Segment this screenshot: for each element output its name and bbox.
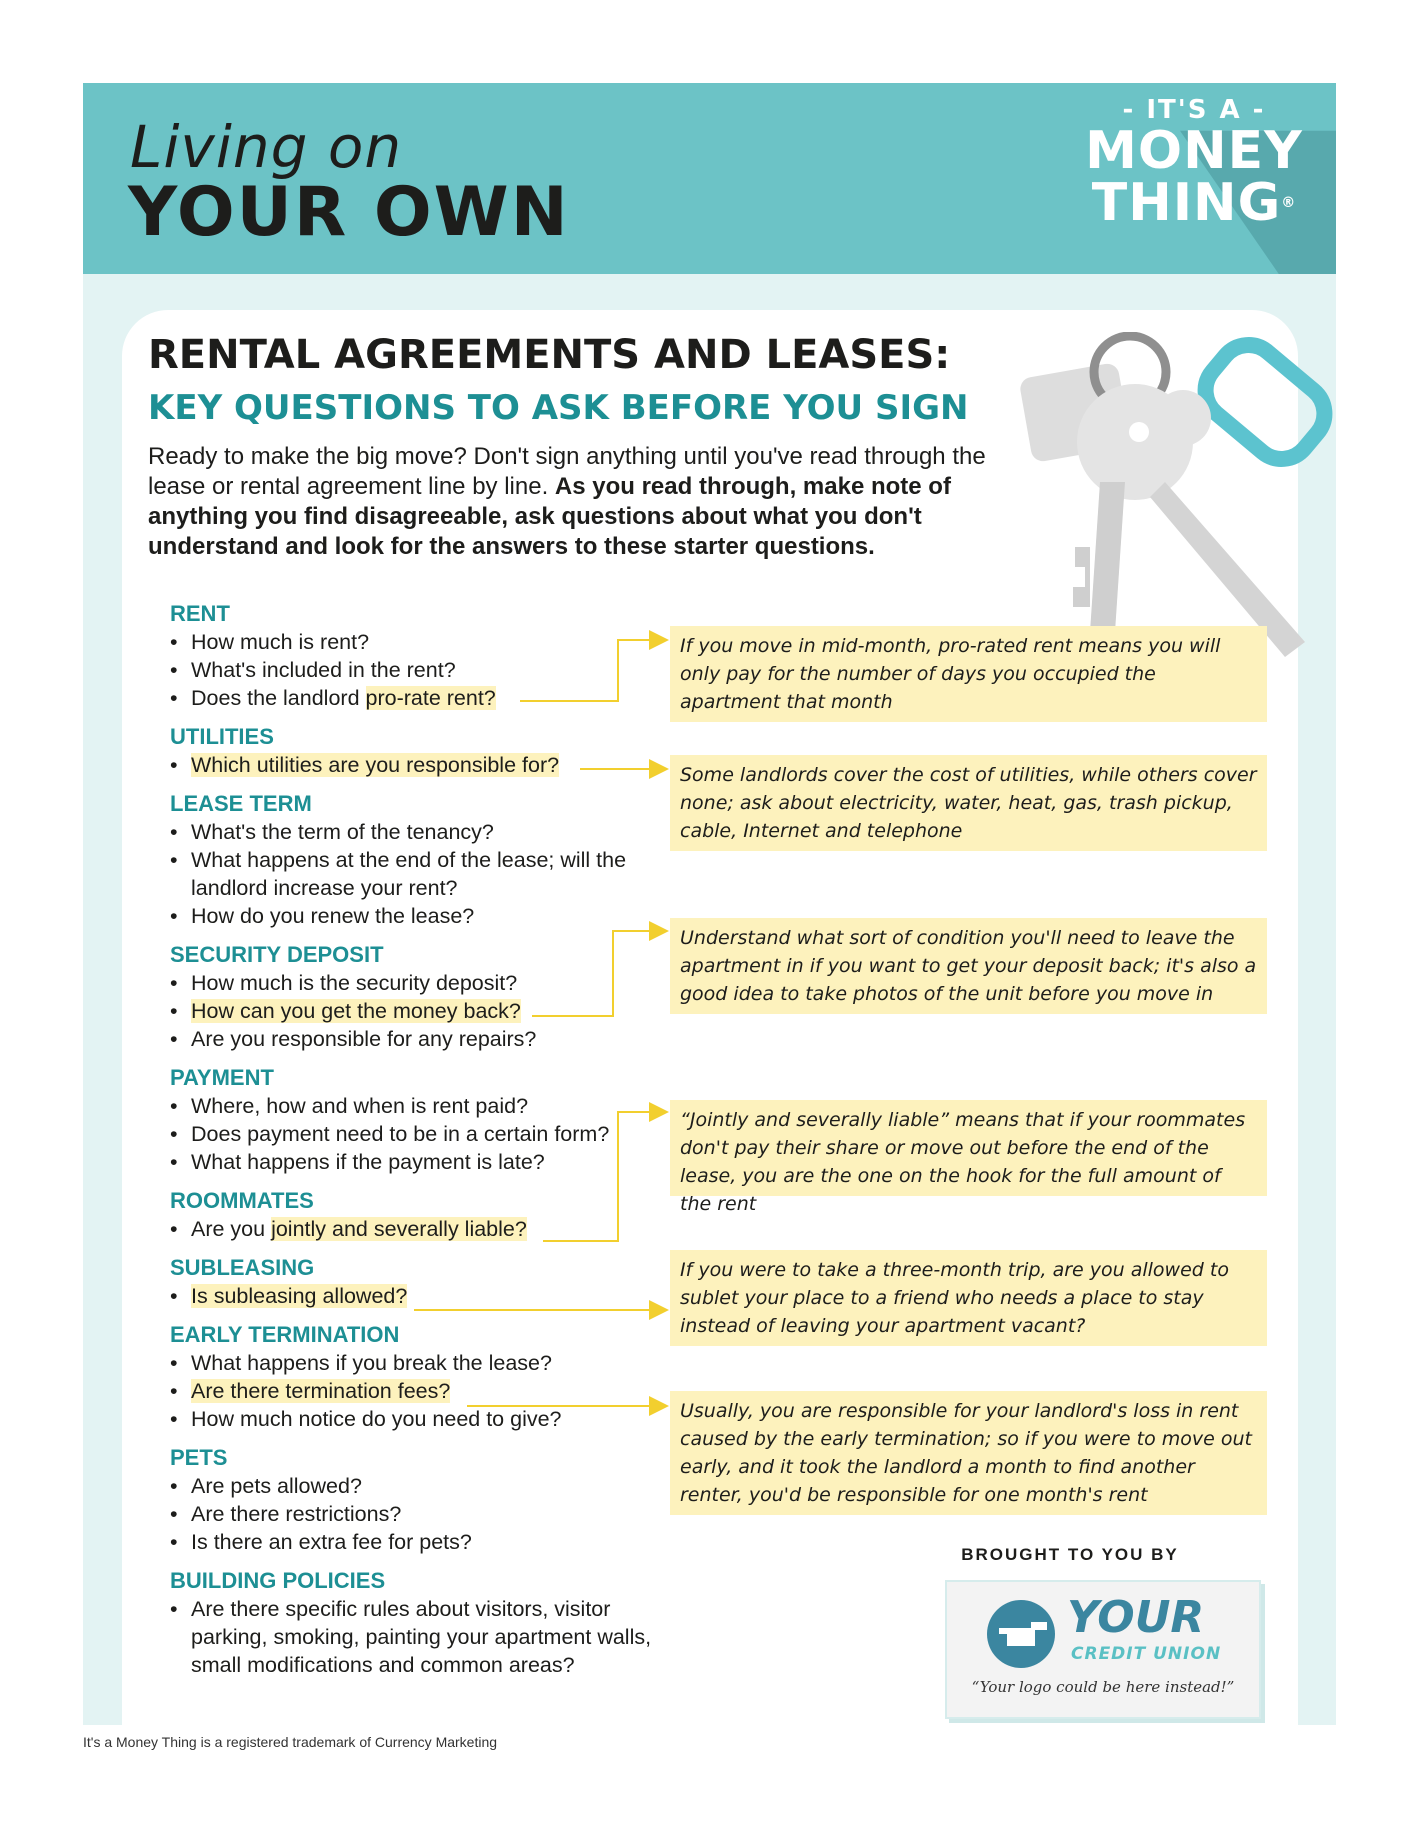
intro-bold: As you read through, make note of anything you find disagreeable, ask questions about what you don't understand and look for the answers to these starter questions. [148,473,951,560]
intro-plain: Ready to make the big move? Don't sign anything until you've read through the lease or rental agreement line by line. [148,443,986,500]
note-utilities: Some landlords cover the cost of utilities, while others cover none; ask about electricity, water, heat, gas, trash pickup, cable, Internet and telephone [670,755,1267,851]
brought-to-you-by: BROUGHT TO YOU BY [961,1545,1179,1564]
question-item [170,1282,670,1310]
section-roommates [170,1187,670,1243]
section-title: SUBLEASING [170,1255,315,1280]
question-list [170,969,670,1053]
question-text: Does the landlord [191,686,366,710]
question-list [170,1282,670,1310]
intro-paragraph [148,442,1028,562]
note-termination: Usually, you are responsible for your landlord's loss in rent caused by the early termination; so if you were to move out early, and it took the landlord a month to find another renter, you'd be responsible for one month's rent [670,1391,1267,1515]
section-pets [170,1444,670,1556]
highlighted-question: Are there termination fees? [191,1379,451,1403]
question-item: • Are there specific rules about visitors, visitor parking, smoking, painting your apartment walls, small modifications and common areas? [170,1595,670,1679]
logo-placeholder-note: “Your logo could be here instead!” [971,1678,1235,1696]
section-title: ROOMMATES [170,1188,314,1213]
question-item: • How much notice do you need to give? [170,1405,670,1433]
section-subleasing [170,1254,670,1310]
page-title: RENTAL AGREEMENTS AND LEASES: [148,332,951,378]
question-item: • How much is the security deposit? [170,969,670,997]
note-deposit: Understand what sort of condition you'll need to leave the apartment in if you want to get your deposit back; it's also a good idea to take photos of the unit before you move in [670,918,1267,1014]
credit-union-logo-box [945,1580,1261,1719]
pointing-hand-icon [985,1598,1057,1670]
question-list [170,1215,670,1243]
section-utilities [170,723,670,779]
question-list [170,1349,670,1433]
question-item: • What's the term of the tenancy? [170,818,670,846]
logo-line2: THING® [1091,173,1297,233]
question-item [170,997,670,1025]
trademark-footer: It's a Money Thing is a registered trademark of Currency Marketing [83,1734,498,1750]
question-list [170,1595,670,1679]
highlighted-question: Is subleasing allowed? [191,1284,408,1308]
note-rent: If you move in mid-month, pro-rated rent means you will only pay for the number of days you occupied the apartment that month [670,626,1267,722]
credit-union-text: CREDIT UNION [1071,1644,1222,1664]
section-security-deposit [170,941,670,1053]
question-list [170,751,670,779]
question-list [170,818,670,930]
question-item: • Are you responsible for any repairs? [170,1025,670,1053]
title-line2: YOUR OWN [128,173,570,252]
question-item: • Does payment need to be in a certain form? [170,1120,670,1148]
question-item: • Are pets allowed? [170,1472,670,1500]
question-item: • Where, how and when is rent paid? [170,1092,670,1120]
page-subtitle: KEY QUESTIONS TO ASK BEFORE YOU SIGN [148,388,969,428]
question-item: • What happens if you break the lease? [170,1349,670,1377]
section-payment [170,1064,670,1176]
logo-line1: MONEY [1085,121,1303,181]
question-item [170,1215,670,1243]
questions-list [170,600,670,1690]
question-item: • How much is rent? [170,628,670,656]
section-title: LEASE TERM [170,791,312,816]
highlighted-question: Which utilities are you responsible for? [191,753,560,777]
question-list [170,628,670,712]
question-item: • Is there an extra fee for pets? [170,1528,670,1556]
section-building-policies [170,1567,670,1679]
question-text: Are you [191,1217,272,1241]
section-title: PETS [170,1445,228,1470]
credit-union-your: YOUR [1067,1592,1205,1643]
question-item: • What happens if the payment is late? [170,1148,670,1176]
section-title: BUILDING POLICIES [170,1568,386,1593]
question-item [170,751,670,779]
question-item: • What's included in the rent? [170,656,670,684]
question-item: • What happens at the end of the lease; will the landlord increase your rent? [170,846,670,902]
logo-top: - IT'S A - [1122,95,1266,125]
section-rent [170,600,670,712]
keys-illustration [1015,332,1335,662]
section-title: RENT [170,601,230,626]
question-item [170,1377,670,1405]
registered-mark: ® [1281,195,1297,211]
section-title: EARLY TERMINATION [170,1322,400,1347]
note-roommates: “Jointly and severally liable” means that if your roommates don't pay their share or move out before the end of the lease, you are the one on the hook for the full amount of the rent [670,1100,1267,1196]
question-item: • Are there restrictions? [170,1500,670,1528]
section-early-termination [170,1321,670,1433]
section-title: PAYMENT [170,1065,274,1090]
highlighted-question: pro-rate rent? [365,686,496,710]
question-list [170,1472,670,1556]
section-title: UTILITIES [170,724,274,749]
question-item [170,684,670,712]
section-title: SECURITY DEPOSIT [170,942,384,967]
note-subleasing: If you were to take a three-month trip, are you allowed to sublet your place to a friend who needs a place to stay instead of leaving your apartment vacant? [670,1250,1267,1346]
key-icon [1018,333,1335,657]
question-item: • How do you renew the lease? [170,902,670,930]
title-line1: Living on [130,113,403,181]
header-banner [83,83,1336,274]
money-thing-logo [1078,95,1310,233]
highlighted-question: jointly and severally liable? [271,1217,527,1241]
question-list [170,1092,670,1176]
highlighted-question: How can you get the money back? [191,999,521,1023]
section-lease-term [170,790,670,930]
